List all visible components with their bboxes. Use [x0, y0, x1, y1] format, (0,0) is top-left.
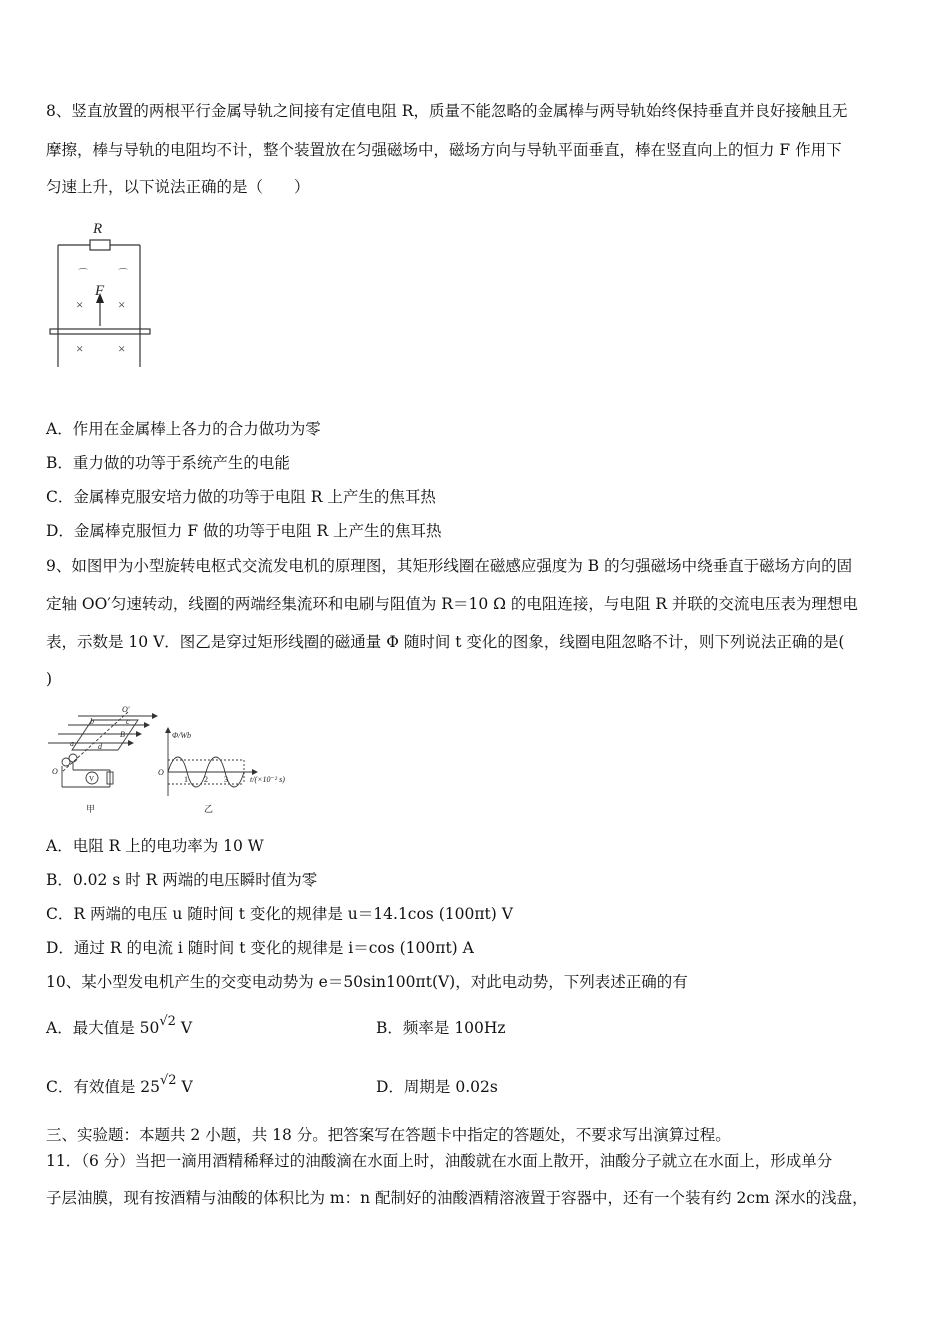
field-mark: ×	[76, 341, 84, 356]
label-field-b: B	[120, 730, 125, 739]
q9-flux-graph	[152, 726, 302, 820]
q9-stem-line-4: )	[46, 670, 53, 688]
q9-option-b: B．0.02 s 时 R 两端的电压瞬时值为零	[46, 871, 318, 889]
tick-label: 1	[184, 775, 188, 784]
sqrt-two: √2	[159, 1014, 176, 1029]
svg-text:⌒: ⌒	[118, 269, 128, 280]
force-label: F	[95, 283, 105, 299]
q8-option-c: C．金属棒克服安培力做的功等于电阻 R 上产生的焦耳热	[46, 488, 436, 506]
q11-stem-line-2: 子层油膜，现有按酒精与油酸的体积比为 m：n 配制好的油酸酒精溶液置于容器中，还有一个装有约 2cm 深水的浅盘，	[46, 1189, 868, 1207]
q8-option-b: B．重力做的功等于系统产生的电能	[46, 454, 290, 472]
q10-option-c	[46, 1073, 193, 1099]
figure-caption-yi: 乙	[204, 804, 214, 814]
q8-stem-line-3: 匀速上升，以下说法正确的是（ ）	[46, 178, 310, 196]
label-o-prime: O′	[122, 705, 130, 714]
q10-option-b: B．频率是 100Hz	[376, 1019, 506, 1037]
svg-text:⌒: ⌒	[78, 269, 88, 280]
sqrt-two: √2	[160, 1073, 177, 1088]
field-mark: ×	[118, 341, 126, 356]
q11-stem-line-1: 11．（6 分）当把一滴用酒精稀释过的油酸滴在水面上时，油酸就在水面上散开，油酸分子就立在水面上，形成单分	[46, 1152, 833, 1170]
figure-caption-jia: 甲	[86, 804, 96, 814]
y-axis-label: Φ/Wb	[172, 731, 191, 740]
q9-generator-diagram	[40, 702, 160, 820]
q10-option-d: D．周期是 0.02s	[376, 1078, 498, 1096]
q9-stem-line-1: 9、如图甲为小型旋转电枢式交流发电机的原理图，其矩形线圈在磁感应强度为 B 的匀强磁场中绕垂直于磁场方向的固	[46, 557, 853, 575]
q8-stem-line-2: 摩擦，棒与导轨的电阻均不计，整个装置放在匀强磁场中，磁场方向与导轨平面垂直，棒在竖直向上的恒力 F 作用下	[46, 141, 842, 159]
q9-option-d: D．通过 R 的电流 i 随时间 t 变化的规律是 i＝cos (100πt) A	[46, 939, 474, 957]
q8-option-a: A．作用在金属棒上各力的合力做功为零	[46, 420, 321, 438]
field-mark: ×	[76, 297, 84, 312]
q8-rail-diagram	[44, 213, 156, 373]
q8-stem-line-1: 8、竖直放置的两根平行金属导轨之间接有定值电阻 R，质量不能忽略的金属棒与两导轨始终保持垂直并良好接触且无	[46, 102, 848, 120]
label-c: c	[126, 717, 130, 726]
slip-ring	[69, 754, 77, 762]
label-o: O	[52, 767, 58, 776]
voltmeter-label: V	[89, 775, 95, 783]
q9-stem-line-2: 定轴 OO′匀速转动，线圈的两端经集流环和电刷与阻值为 R＝10 Ω 的电阻连接，与电阻 R 并联的交流电压表为理想电	[46, 595, 858, 613]
q8-option-d: D．金属棒克服恒力 F 做的功等于电阻 R 上产生的焦耳热	[46, 522, 442, 540]
tick-label: 3	[224, 775, 228, 784]
q10-option-c-unit: V	[181, 1078, 193, 1096]
origin-label: O	[158, 768, 164, 777]
q9-option-c: C．R 两端的电压 u 随时间 t 变化的规律是 u＝14.1cos (100πt) V	[46, 905, 513, 923]
q9-stem-line-3: 表，示数是 10 V．图乙是穿过矩形线圈的磁通量 Φ 随时间 t 变化的图象，线圈电阻忽略不计，则下列说法正确的是(	[46, 633, 845, 651]
resistor-label: R	[93, 221, 103, 237]
x-axis-label: t/(×10⁻² s)	[250, 775, 285, 784]
resistor-symbol	[90, 240, 110, 250]
q10-option-c-text: C．有效值是 25	[46, 1078, 161, 1096]
metal-rod	[50, 329, 150, 334]
label-b: b	[90, 717, 94, 726]
label-d: d	[98, 742, 102, 751]
section-heading: 三、实验题：本题共 2 小题，共 18 分。把答案写在答题卡中指定的答题处，不要求写出演算过程。	[46, 1126, 731, 1144]
q9-option-a: A．电阻 R 上的电功率为 10 W	[46, 837, 264, 855]
q10-option-a	[46, 1014, 193, 1040]
field-mark: ×	[118, 297, 126, 312]
q10-option-a-unit: V	[180, 1019, 193, 1037]
q10-stem: 10、某小型发电机产生的交变电动势为 e＝50sin100πt(V)，对此电动势，下列表述正确的有	[46, 973, 688, 991]
q10-option-a-text: A．最大值是 50	[46, 1019, 160, 1037]
tick-label: 2	[204, 775, 208, 784]
label-a: a	[70, 739, 74, 748]
